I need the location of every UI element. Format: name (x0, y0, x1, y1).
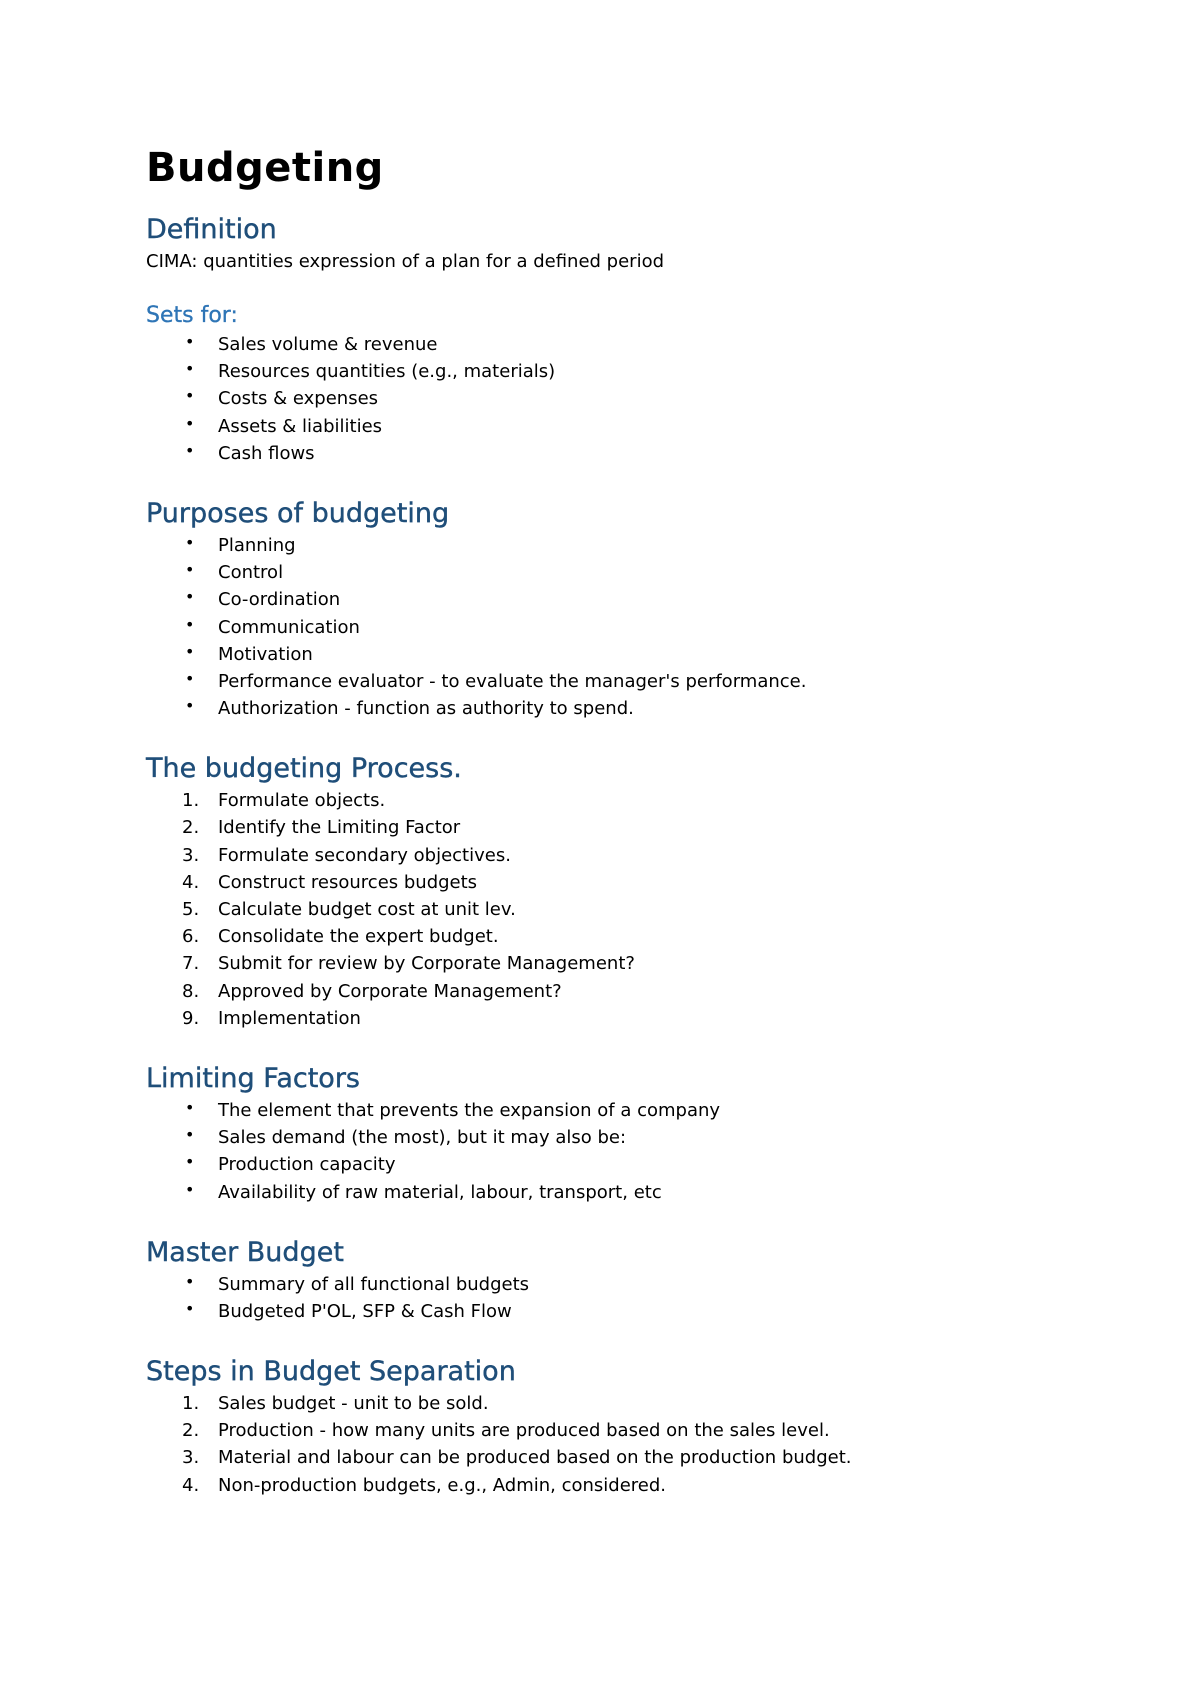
list-number: 4. (182, 1474, 200, 1496)
list-item-text: Production - how many units are produced based on the sales level. (218, 1420, 830, 1442)
list-number: 8. (182, 980, 200, 1002)
list-item (146, 1179, 1106, 1206)
list-item (146, 641, 1106, 668)
list-item-text: Co-ordination (218, 589, 341, 611)
purposes-list (146, 532, 1106, 722)
list-item-text: Availability of raw material, labour, transport, etc (218, 1181, 662, 1203)
bullet-icon: • (185, 532, 195, 552)
list-item (146, 1097, 1106, 1124)
list-item (146, 978, 1106, 1005)
list-item (146, 440, 1106, 467)
list-number: 6. (182, 926, 200, 948)
bullet-icon: • (185, 1271, 195, 1291)
bullet-icon: • (185, 560, 195, 580)
list-item-text: Implementation (218, 1007, 361, 1029)
bullet-icon: • (185, 413, 195, 433)
list-item-text: Sales budget - unit to be sold. (218, 1393, 489, 1415)
bullet-icon: • (185, 696, 195, 716)
bullet-icon: • (185, 1152, 195, 1172)
list-number: 2. (182, 817, 200, 839)
list-item-text: Sales volume & revenue (218, 334, 438, 355)
steps-list (146, 1390, 1106, 1499)
list-item-text: Planning (218, 534, 296, 556)
list-item-text: Costs & expenses (218, 388, 379, 410)
master-budget-list (146, 1271, 1106, 1325)
list-item-text: Formulate objects. (218, 790, 386, 812)
list-item-text: Assets & liabilities (218, 415, 383, 437)
list-item (146, 614, 1106, 641)
list-item (146, 1417, 1106, 1444)
list-item-text: Calculate budget cost at unit lev. (218, 899, 516, 920)
list-item-text: Control (218, 562, 284, 584)
sets-for-heading: Sets for: (146, 303, 238, 328)
list-item (146, 385, 1106, 412)
document-title: Budgeting (146, 145, 384, 191)
list-item (146, 950, 1106, 977)
list-number: 1. (182, 790, 200, 812)
steps-heading: Steps in Budget Separation (146, 1356, 516, 1388)
bullet-icon: • (185, 1179, 195, 1199)
document-page (146, 138, 1106, 1499)
limiting-factors-heading: Limiting Factors (146, 1062, 360, 1094)
list-number: 2. (182, 1420, 200, 1442)
list-item-text: Communication (218, 616, 360, 638)
list-item (146, 1151, 1106, 1178)
process-heading: The budgeting Process. (146, 753, 462, 785)
limiting-factors-list (146, 1097, 1106, 1206)
list-item-text: The element that prevents the expansion of a company (218, 1099, 721, 1121)
list-number: 5. (182, 899, 200, 920)
list-item-text: Material and labour can be produced based on the production budget. (218, 1447, 852, 1469)
list-item (146, 1390, 1106, 1417)
list-item-text: Submit for review by Corporate Management? (218, 953, 635, 975)
list-item-text: Formulate secondary objectives. (218, 844, 511, 866)
bullet-icon: • (185, 1298, 195, 1318)
list-item-text: Resources quantities (e.g., materials) (218, 361, 556, 383)
purposes-heading: Purposes of budgeting (146, 497, 450, 529)
list-item-text: Performance evaluator - to evaluate the manager's performance. (218, 670, 807, 692)
list-item-text: Authorization - function as authority to spend. (218, 698, 634, 720)
list-item (146, 869, 1106, 896)
list-item (146, 1271, 1106, 1298)
list-item-text: Identify the Limiting Factor (218, 817, 461, 839)
list-item (146, 1124, 1106, 1151)
list-item (146, 787, 1106, 814)
list-item-text: Production capacity (218, 1154, 396, 1176)
master-budget-heading: Master Budget (146, 1236, 344, 1268)
list-item (146, 668, 1106, 695)
list-number: 3. (182, 1447, 200, 1469)
list-number: 1. (182, 1393, 200, 1415)
list-item (146, 896, 1106, 923)
list-item-text: Consolidate the expert budget. (218, 926, 499, 948)
list-number: 3. (182, 844, 200, 866)
list-item (146, 532, 1106, 559)
list-item (146, 413, 1106, 440)
list-item-text: Sales demand (the most), but it may also be: (218, 1127, 627, 1149)
sets-for-list (146, 331, 1106, 467)
bullet-icon: • (185, 332, 195, 351)
list-number: 4. (182, 871, 200, 893)
list-item-text: Motivation (218, 643, 313, 665)
bullet-icon: • (185, 614, 195, 634)
definition-heading: Definition (146, 214, 277, 245)
definition-text: CIMA: quantities expression of a plan for a defined period (146, 251, 665, 272)
list-number: 9. (182, 1007, 200, 1029)
bullet-icon: • (185, 440, 195, 460)
list-item-text: Cash flows (218, 442, 315, 464)
list-item (146, 358, 1106, 385)
list-item-text: Approved by Corporate Management? (218, 980, 562, 1002)
process-list (146, 787, 1106, 1032)
bullet-icon: • (185, 1125, 195, 1145)
list-item (146, 1472, 1106, 1499)
bullet-icon: • (185, 1097, 195, 1117)
list-item (146, 559, 1106, 586)
bullet-icon: • (185, 668, 195, 688)
list-number: 7. (182, 953, 200, 975)
list-item-text: Budgeted P'OL, SFP & Cash Flow (218, 1300, 512, 1322)
list-item-text: Construct resources budgets (218, 871, 478, 893)
bullet-icon: • (185, 386, 195, 406)
bullet-icon: • (185, 641, 195, 661)
list-item (146, 923, 1106, 950)
list-item (146, 1005, 1106, 1032)
list-item (146, 1298, 1106, 1325)
list-item (146, 1444, 1106, 1471)
bullet-icon: • (185, 359, 195, 379)
list-item (146, 695, 1106, 722)
list-item-text: Non-production budgets, e.g., Admin, considered. (218, 1474, 667, 1496)
list-item (146, 586, 1106, 613)
list-item-text: Summary of all functional budgets (218, 1273, 530, 1295)
list-item (146, 331, 1106, 358)
bullet-icon: • (185, 587, 195, 607)
list-item (146, 842, 1106, 869)
list-item (146, 814, 1106, 841)
